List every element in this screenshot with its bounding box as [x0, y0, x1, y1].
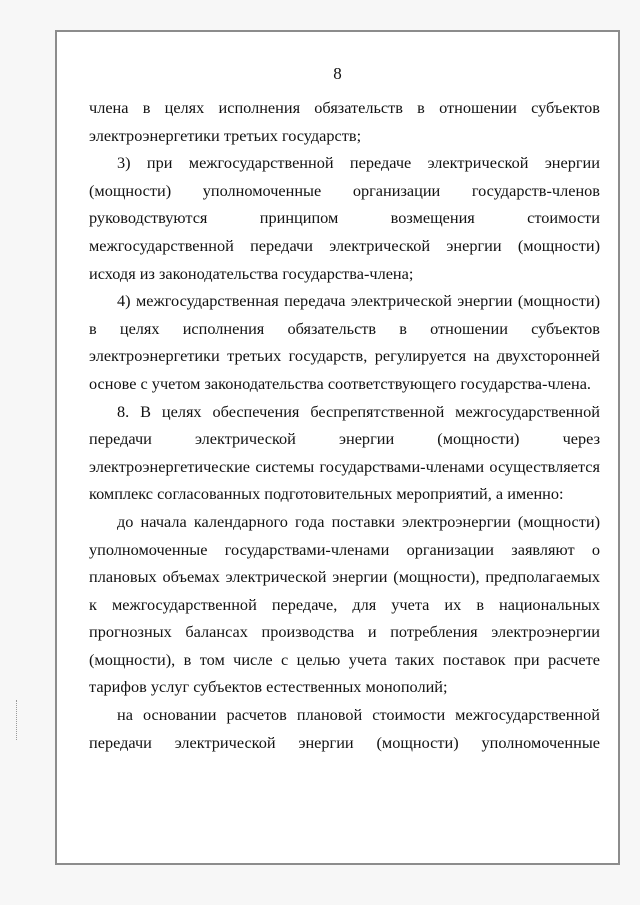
document-page	[55, 30, 620, 865]
paragraph-continuation: члена в целях исполнения обязательств в отношении субъектов электроэнергетики третьих государств;	[89, 98, 600, 145]
paragraph-cost-calculation: на основании расчетов плановой стоимости межгосударственной передачи электрической энергии (мощности) уполномоченные	[89, 705, 600, 752]
paragraph-section-8: 8. В целях обеспечения беспрепятственной межгосударственной передачи электрической энергии (мощности) через электроэнергетические системы государствами-членами осуществляется комплекс согласованных подготовительных мероприятий, а именно:	[89, 401, 600, 504]
document-body	[89, 94, 600, 756]
paragraph-item-4: 4) межгосударственная передача электрической энергии (мощности) в целях исполнения обязательств в отношении субъектов электроэнергетики третьих государств, регулируется на двухсторонней основе с учетом законодательства соответствующего государства-члена.	[89, 291, 600, 393]
paragraph-planning: до начала календарного года поставки электроэнергии (мощности) уполномоченные государствами-членами организации заявляют о плановых объемах электрической энергии (мощности), предполагаемых к межгосударственной передаче, для учета их в национальных прогнозных балансах производства и потребления электроэнергии (мощности), в том числе с целью учета таких поставок при расчете тарифов услуг субъектов естественных монополий;	[89, 511, 600, 697]
scan-margin-mark	[16, 700, 23, 740]
page-number: 8	[333, 64, 342, 83]
paragraph-item-3: 3) при межгосударственной передаче электрической энергии (мощности) уполномоченные организации государств-членов руководствуются принципом возмещения стоимости межгосударственной передачи электрической энергии (мощности) исходя из законодательства государства-члена;	[89, 153, 600, 283]
